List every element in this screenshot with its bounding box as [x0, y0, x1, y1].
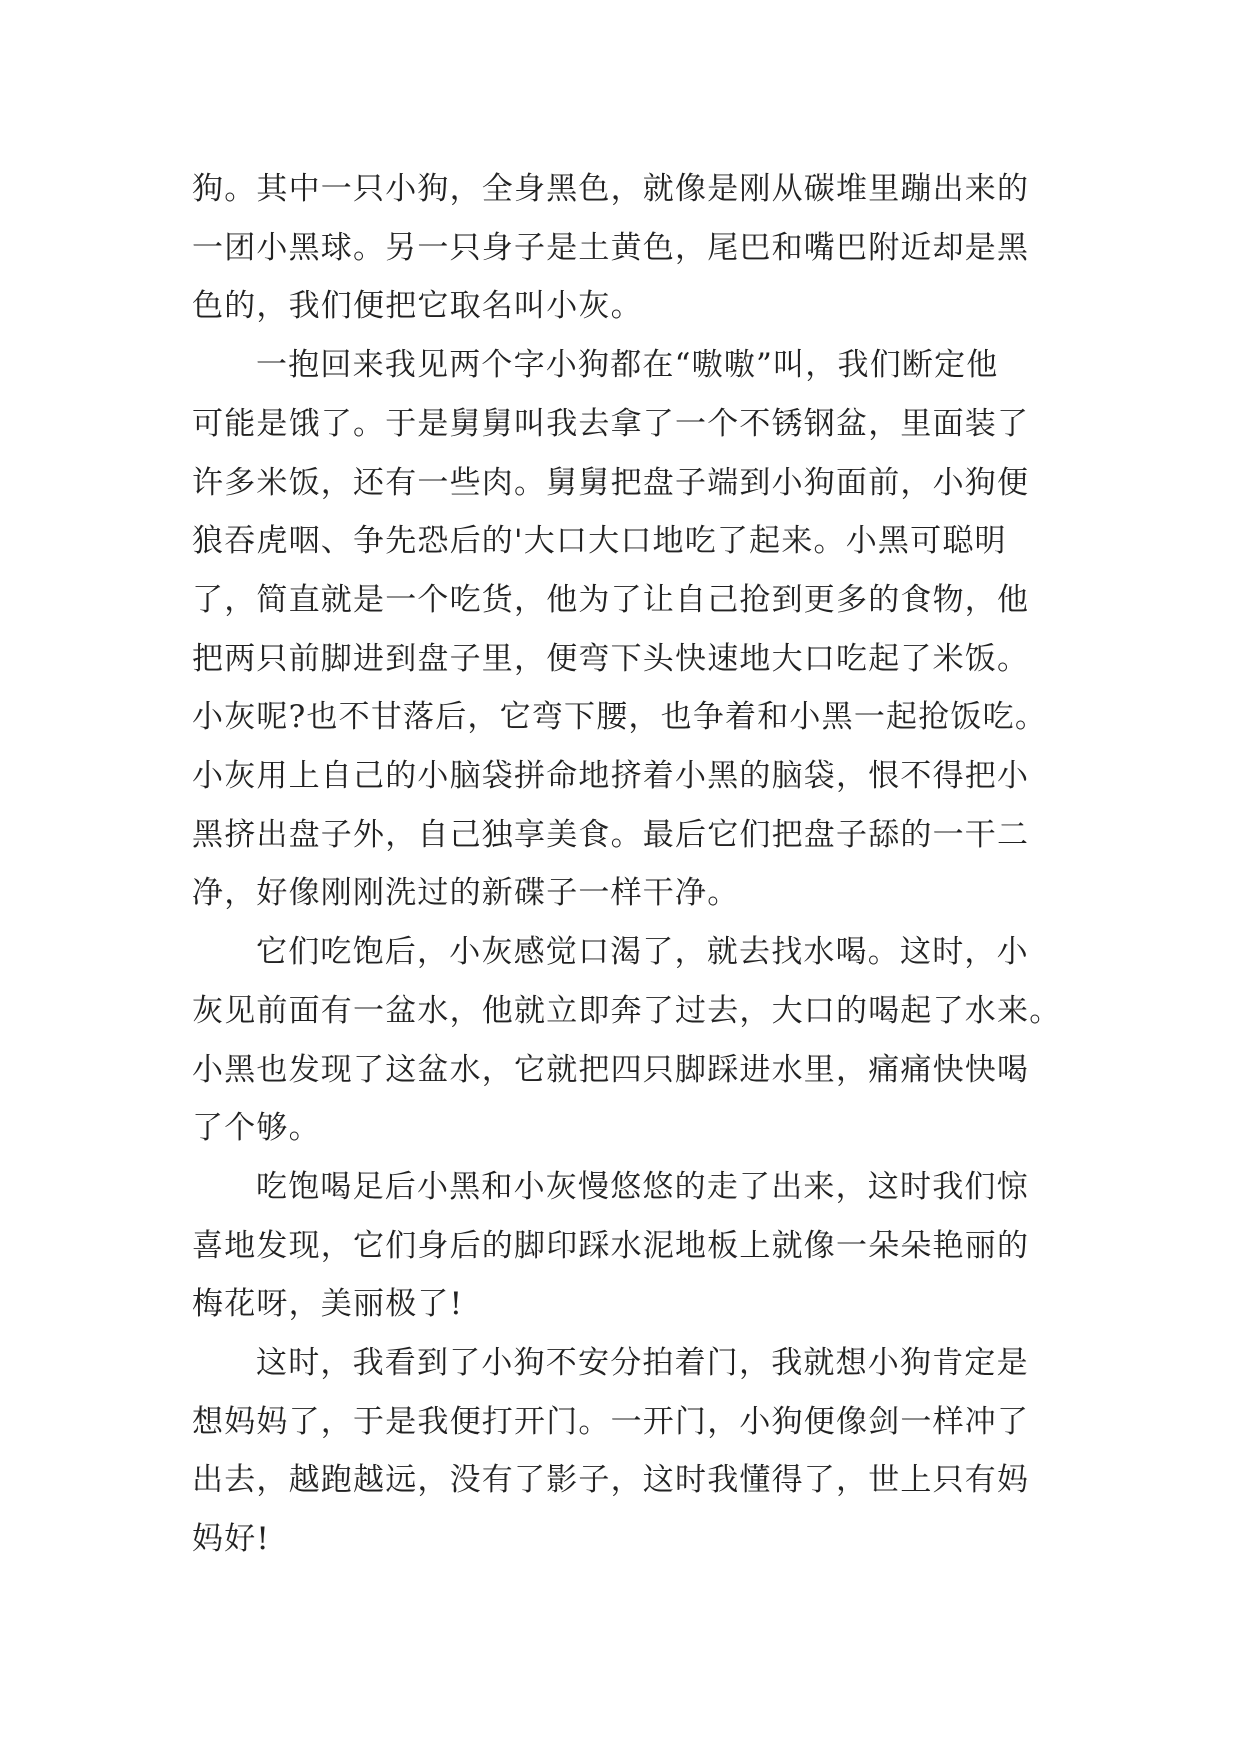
- text-line: 色的，我们便把它取名叫小灰。: [192, 288, 643, 325]
- text-line: 狼吞虎咽、争先恐后的'大口大口地吃了起来。小黑可聪明: [192, 523, 1007, 560]
- text-line: 它们吃饱后，小灰感觉口渴了，就去找水喝。这时，小: [256, 934, 1029, 971]
- text-line: 一抱回来我见两个字小狗都在“嗷嗷”叫，我们断定他: [256, 347, 999, 384]
- text-line: 吃饱喝足后小黑和小灰慢悠悠的走了出来，这时我们惊: [256, 1168, 1029, 1205]
- text-line: 梅花呀，美丽极了!: [192, 1286, 464, 1323]
- text-line: 喜地发现，它们身后的脚印踩水泥地板上就像一朵朵艳丽的: [192, 1227, 1030, 1264]
- document-body: [192, 160, 1072, 1569]
- text-line: 小黑也发现了这盆水，它就把四只脚踩进水里，痛痛快快喝: [192, 1051, 1030, 1088]
- text-line: 黑挤出盘子外，自己独享美食。最后它们把盘子舔的一干二: [192, 816, 1030, 853]
- text-line: 小灰呢?也不甘落后，它弯下腰，也争着和小黑一起抢饭吃。: [192, 699, 1048, 736]
- text-line: 妈好!: [192, 1521, 271, 1558]
- text-line: 灰见前面有一盆水，他就立即奔了过去，大口的喝起了水来。: [192, 992, 1062, 1029]
- text-line: 狗。其中一只小狗，全身黑色，就像是刚从碳堆里蹦出来的: [192, 171, 1030, 207]
- text-line: 许多米饭，还有一些肉。舅舅把盘子端到小狗面前，小狗便: [192, 464, 1030, 501]
- text-line: 想妈妈了，于是我便打开门。一开门，小狗便像剑一样冲了: [192, 1403, 1030, 1440]
- text-line: 出去，越跑越远，没有了影子，这时我懂得了，世上只有妈: [192, 1462, 1030, 1499]
- text-line: 把两只前脚进到盘子里，便弯下头快速地大口吃起了米饭。: [192, 640, 1030, 677]
- text-line: 了个够。: [192, 1110, 321, 1147]
- text-line: 一团小黑球。另一只身子是土黄色，尾巴和嘴巴附近却是黑: [192, 229, 1030, 266]
- text-line: 小灰用上自己的小脑袋拼命地挤着小黑的脑袋，恨不得把小: [192, 758, 1030, 795]
- text-line: 了，简直就是一个吃货，他为了让自己抢到更多的食物，他: [192, 581, 1030, 618]
- text-line: 净，好像刚刚洗过的新碟子一样干净。: [192, 875, 740, 912]
- text-line: 可能是饿了。于是舅舅叫我去拿了一个不锈钢盆，里面装了: [192, 405, 1030, 442]
- text-line: 这时，我看到了小狗不安分拍着门，我就想小狗肯定是: [256, 1345, 1029, 1382]
